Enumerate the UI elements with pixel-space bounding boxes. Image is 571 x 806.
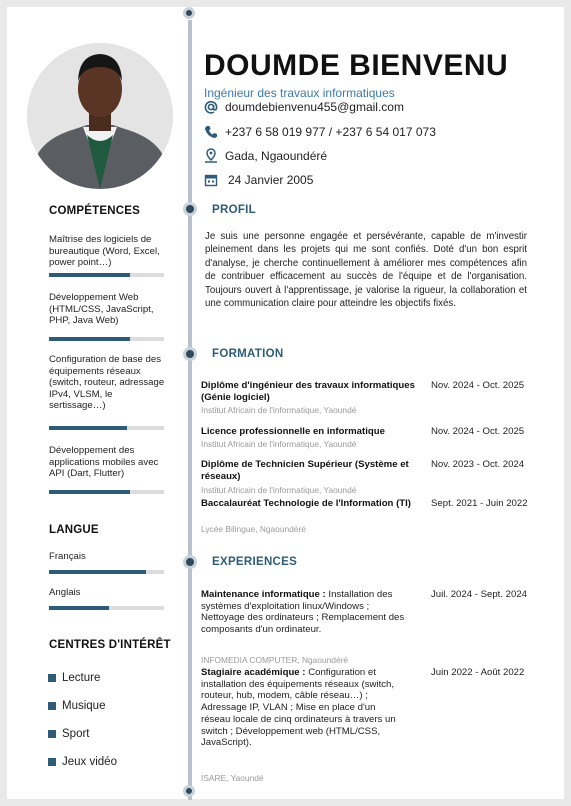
bullet-square-icon [48, 674, 56, 682]
interest-item: Sport [48, 728, 90, 740]
contact-email[interactable] [203, 99, 404, 115]
experience-role: Stagiaire académique : [201, 667, 306, 678]
skill-level-bar [49, 337, 164, 341]
contact-birthdate [203, 172, 313, 188]
profil-text: Je suis une personne engagée et persévérante, capable de m'investir pleinement dans les projets qui me sont confiés. Doté d'un bon esprit d'analyse, je cherche continuellement à améliorer mes compétences afin de contribuer efficacement au succès de l'équipe et de l'organisation. Toujours ouvert à l'apprentissage, je valorise la rigueur, la collaboration et une communication claire pour atteindre les objectifs fixés. [205, 231, 527, 310]
formation-dates: Sept. 2021 - Juin 2022 [431, 498, 528, 509]
skill-level-bar [49, 426, 164, 430]
interest-item: Jeux vidéo [48, 756, 117, 768]
experience-dates: Juin 2022 - Août 2022 [431, 667, 525, 678]
langue-heading: LANGUE [49, 524, 99, 536]
experience-dates: Juil. 2024 - Sept. 2024 [431, 589, 528, 600]
skill-item: Développement des applications mobiles avec API (Dart, Flutter) [49, 445, 159, 479]
timeline-dot-experiences [183, 555, 197, 569]
skill-level-bar [49, 273, 164, 277]
skill-item: Configuration de base des équipements réseaux (switch, routeur, adressage IPv4, VLSM, le sertissage…) [49, 354, 165, 411]
language-level-fill [49, 606, 109, 610]
formation-school: Institut Africain de l'informatique, Yaoundé [201, 439, 357, 449]
interest-item: Lecture [48, 672, 100, 684]
email-text: doumdebienvenu455@gmail.com [225, 100, 404, 114]
formation-title: Diplôme d'ingénieur des travaux informatiques (Génie logiciel) [201, 380, 415, 403]
skill-item: Développement Web (HTML/CSS, JavaScript, PHP, Java Web) [49, 292, 154, 326]
contact-location [203, 148, 327, 164]
contact-phone[interactable] [203, 124, 436, 140]
language-item: Anglais [49, 587, 81, 598]
formation-title: Baccalauréat Technologie de l'Information (TI) [201, 498, 411, 509]
skill-level-fill [49, 273, 130, 277]
profile-photo [27, 43, 173, 189]
formation-school: Institut Africain de l'informatique, Yaoundé [201, 405, 357, 415]
formation-dates: Nov. 2024 - Oct. 2025 [431, 426, 525, 437]
timeline-dot-formation [183, 347, 197, 361]
location-pin-icon [203, 148, 219, 164]
experiences-heading: EXPERIENCES [212, 556, 298, 568]
location-text: Gada, Ngaoundéré [225, 149, 328, 163]
skill-level-fill [49, 490, 130, 494]
formation-school: Lycée Bilingue, Ngaoundéré [201, 524, 306, 534]
at-icon [203, 99, 219, 115]
skill-level-fill [49, 337, 130, 341]
formation-dates: Nov. 2024 - Oct. 2025 [431, 380, 525, 391]
candidate-name: DOUMDE BIENVENU [204, 49, 509, 82]
phone-text: +237 6 58 019 977 / +237 6 54 017 073 [225, 125, 436, 139]
experience-org: ISARE, Yaoundé [201, 773, 264, 783]
experience-role: Maintenance informatique : [201, 589, 326, 600]
experience-org: INFOMEDIA COMPUTER, Ngaoundéré [201, 655, 349, 665]
experience-description: Maintenance informatique : Installation des systèmes d'exploitation linux/Windows ; Nettoyage des ordinateurs ; Remplacement des composants d'un ordinateur. [201, 589, 405, 636]
profil-heading: PROFIL [212, 204, 256, 216]
formation-title: Diplôme de Technicien Supérieur (Système et réseaux) [201, 459, 409, 482]
language-item: Français [49, 551, 86, 562]
interets-heading: CENTRES D'INTÉRÊT [49, 639, 171, 651]
experience-description: Stagiaire académique : Configuration et installation des équipements réseaux (switch, routeur, hub, modem, câble réseau…) ; Adressage IP, VLAN ; Mise en place d'un réseau locale de cinq ordinateurs à travers un switch ; Développement web (HTML/CSS, JavaScript). [201, 667, 396, 749]
skill-item: Maîtrise des logiciels de bureautique (Word, Excel, power point…) [49, 234, 160, 268]
bullet-square-icon [48, 730, 56, 738]
skill-level-bar [49, 490, 164, 494]
cv-page [7, 7, 564, 799]
language-level-bar [49, 570, 164, 574]
language-level-bar [49, 606, 164, 610]
formation-dates: Nov. 2023 - Oct. 2024 [431, 459, 525, 470]
bullet-square-icon [48, 702, 56, 710]
timeline-dot-profil [183, 202, 197, 216]
birthdate-text: 24 Janvier 2005 [228, 173, 314, 187]
formation-heading: FORMATION [212, 348, 284, 360]
timeline-line [188, 20, 192, 800]
timeline-dot-top [183, 7, 195, 19]
timeline-dot-bottom [183, 785, 195, 797]
competences-heading: COMPÉTENCES [49, 205, 141, 217]
bullet-square-icon [48, 758, 56, 766]
interest-item: Musique [48, 700, 105, 712]
formation-title: Licence professionnelle en informatique [201, 426, 385, 437]
formation-school: Institut Africain de l'informatique, Yaoundé [201, 485, 357, 495]
language-level-fill [49, 570, 146, 574]
skill-level-fill [49, 426, 127, 430]
calendar-icon [203, 172, 219, 188]
job-title: Ingénieur des travaux informatiques [204, 86, 395, 100]
phone-icon [203, 124, 219, 140]
